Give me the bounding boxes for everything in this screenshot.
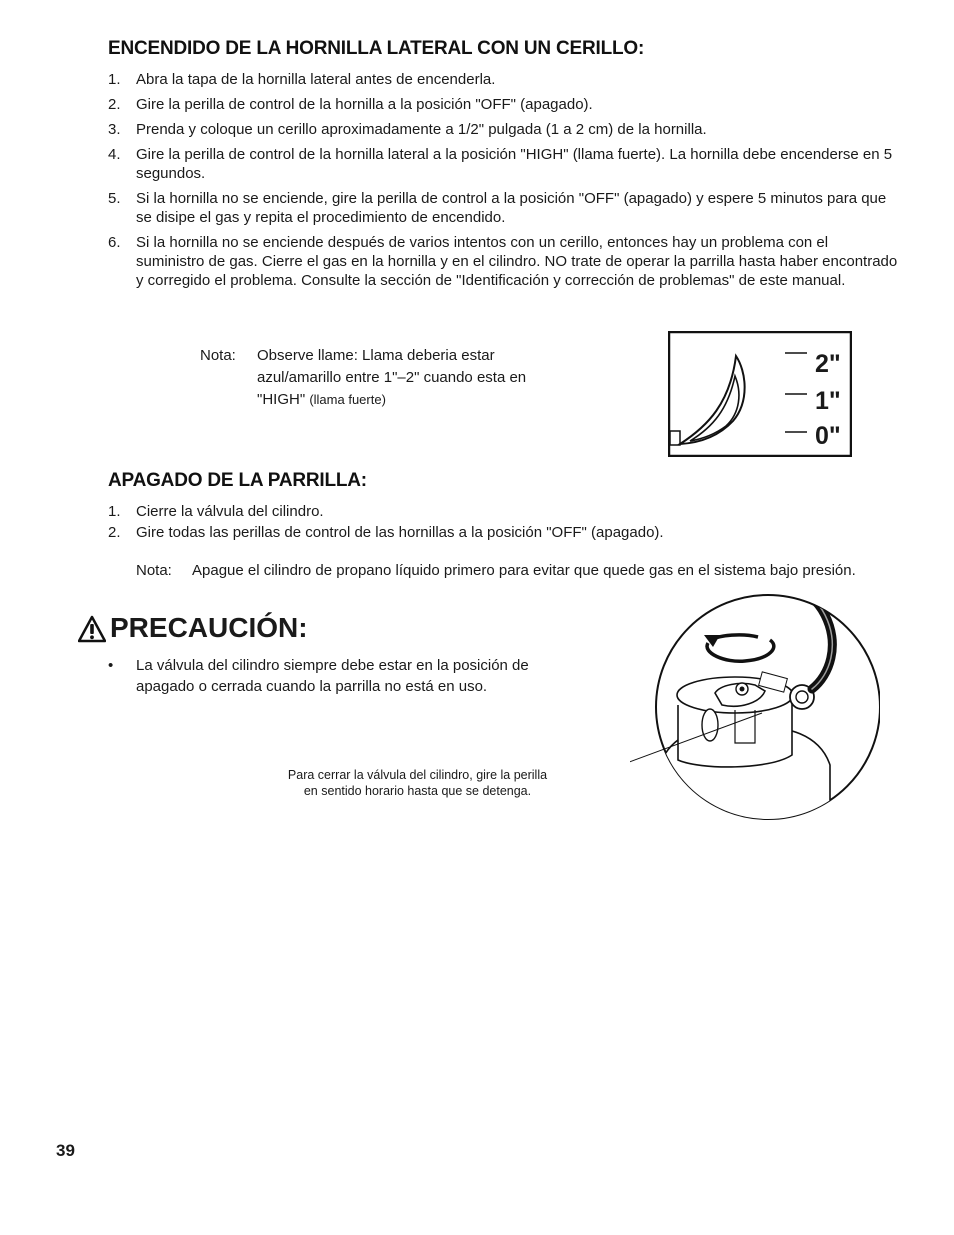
step-text: Gire la perilla de control de la hornilla a la posición "OFF" (apagado).: [136, 96, 593, 113]
step-number: 6.: [108, 234, 121, 251]
shutdown-steps-list: [108, 502, 898, 542]
list-item: [108, 523, 898, 542]
step-text: Abra la tapa de la hornilla lateral antes de encenderla.: [136, 71, 496, 88]
height-label-0in: 0": [815, 422, 841, 450]
flame-note-line: azul/amarillo entre 1"–2" cuando esta en: [257, 369, 527, 386]
step-text: Si la hornilla no se enciende después de varios intentos con un cerillo, entonces hay un problema con el suministro de gas. Cierre el gas en la hornilla y en el cilindro. NO trate de operar la parrilla hasta haber encontrado y corregido el problema. Consulte la sección de "Identificación y corrección de problemas" de este manual.: [136, 234, 898, 289]
page-number: 39: [56, 1141, 75, 1160]
step-text: Si la hornilla no se enciende, gire la perilla de control a la posición "OFF" (apagado) y espere 5 minutos para que se disipe el gas y repita el procedimiento de encendido.: [136, 190, 887, 226]
lighting-steps-list: [108, 70, 898, 290]
step-text: Gire todas las perillas de control de las hornillas a la posición "OFF" (apagado).: [136, 524, 664, 541]
step-text: Cierre la válvula del cilindro.: [136, 503, 324, 520]
list-item: [108, 145, 898, 183]
list-item: [108, 120, 898, 139]
valve-caption: [270, 767, 565, 799]
valve-diagram: [630, 585, 880, 830]
height-label-2in: 2": [815, 350, 841, 378]
step-number: 1.: [108, 71, 121, 88]
list-item: [108, 502, 898, 521]
flame-note-line: [257, 389, 587, 411]
flame-note-line: Observe llame: Llama deberia estar: [257, 347, 495, 364]
high-label: "HIGH": [257, 391, 306, 408]
warning-icon: [78, 615, 108, 645]
caution-title: PRECAUCIÓN:: [110, 612, 308, 643]
list-item: [108, 233, 898, 290]
step-number: 2.: [108, 524, 121, 541]
shutdown-note-label: Nota:: [136, 562, 172, 579]
flame-height-figure: [668, 331, 852, 457]
section-title-shutdown: APAGADO DE LA PARRILLA:: [108, 470, 367, 491]
caption-line: Para cerrar la válvula del cilindro, gire la perilla: [287, 768, 548, 782]
step-number: 2.: [108, 96, 121, 113]
step-number: 5.: [108, 190, 121, 207]
shutdown-note-text: Apague el cilindro de propano líquido primero para evitar que quede gas en el sistema bajo presión.: [192, 562, 856, 579]
note-label: Nota:: [200, 347, 236, 364]
step-text: Prenda y coloque un cerillo aproximadamente a 1/2" pulgada (1 a 2 cm) de la hornilla.: [136, 121, 707, 138]
high-description: (llama fuerte): [309, 392, 386, 407]
list-item: [108, 95, 898, 114]
step-text: Gire la perilla de control de la hornilla lateral a la posición "HIGH" (llama fuerte). La hornilla debe encenderse en 5 segundos.: [136, 146, 893, 182]
valve-figure: [630, 585, 880, 830]
caution-bullet: •: [108, 657, 114, 674]
section-title-lighting: ENCENDIDO DE LA HORNILLA LATERAL CON UN CERILLO:: [108, 38, 645, 59]
caution-text: La válvula del cilindro siempre debe estar en la posición de apagado o cerrada cuando la parrilla no está en uso.: [136, 657, 529, 695]
list-item: [108, 189, 898, 227]
step-number: 4.: [108, 146, 121, 163]
step-number: 3.: [108, 121, 121, 138]
list-item: [108, 70, 898, 89]
height-label-1in: 1": [815, 387, 841, 415]
caption-line: en sentido horario hasta que se detenga.: [303, 784, 532, 798]
step-number: 1.: [108, 503, 121, 520]
flame-note: [257, 345, 587, 411]
